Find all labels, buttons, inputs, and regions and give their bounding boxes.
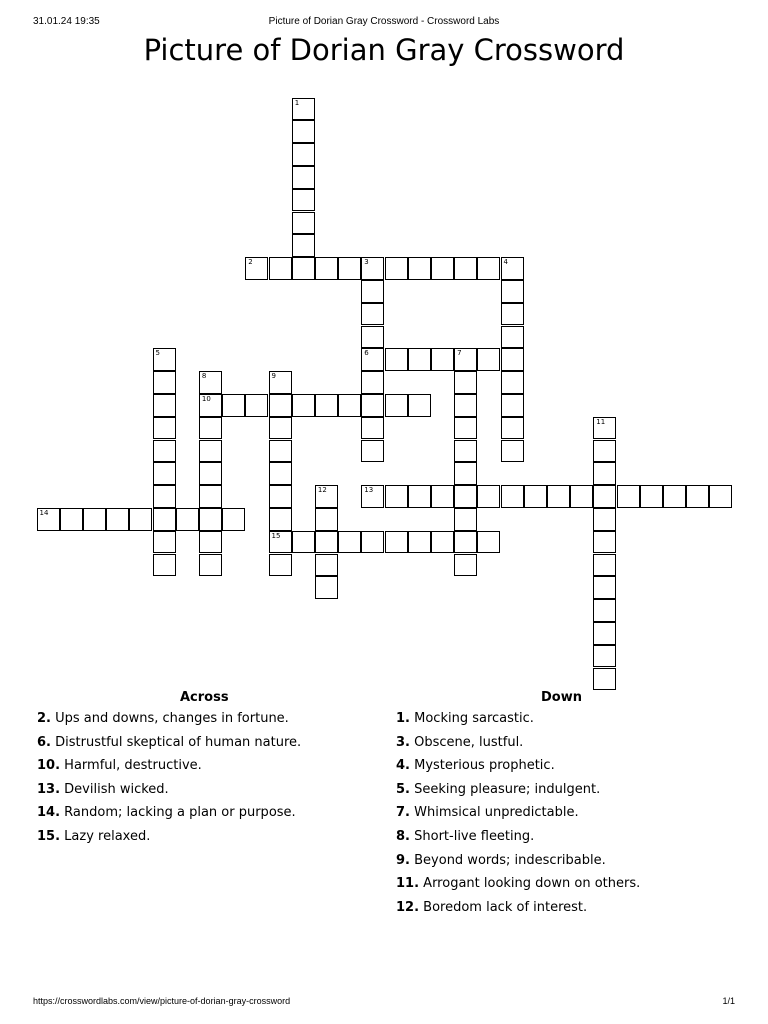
grid-cell[interactable] [385,485,408,508]
clue-number: 13. [37,781,61,797]
grid-cell[interactable] [153,508,176,531]
grid-cell[interactable] [315,257,338,280]
clue-number: 9. [396,852,410,868]
grid-cell[interactable] [408,531,431,554]
grid-cell[interactable] [477,348,500,371]
grid-cell[interactable] [37,508,60,531]
grid-cell[interactable] [501,257,524,280]
clue-text: Seeking pleasure; indulgent. [414,781,601,797]
grid-cell[interactable] [524,485,547,508]
clue-text: Mysterious prophetic. [414,758,555,774]
grid-cell[interactable] [199,394,222,417]
grid-cell[interactable] [501,440,524,463]
grid-cell[interactable] [501,394,524,417]
grid-cell[interactable] [199,371,222,394]
grid-cell[interactable] [338,394,361,417]
clue-number: 4. [396,758,410,774]
grid-cell[interactable] [454,554,477,577]
grid-cell[interactable] [292,120,315,143]
cell-number: 7 [457,349,462,358]
grid-cell[interactable] [269,508,292,531]
grid-cell[interactable] [315,394,338,417]
clue-item [396,875,640,899]
clue-number: 7. [396,805,410,821]
grid-cell[interactable] [709,485,732,508]
grid-cell[interactable] [501,280,524,303]
grid-cell[interactable] [454,394,477,417]
grid-cell[interactable] [361,485,384,508]
grid-cell[interactable] [199,485,222,508]
grid-cell[interactable] [593,576,616,599]
grid-cell[interactable] [269,440,292,463]
grid-cell[interactable] [454,440,477,463]
down-heading: Down [541,690,582,705]
cell-number: 8 [201,372,207,381]
clue-text: Beyond words; indescribable. [414,852,606,868]
grid-cell[interactable] [593,622,616,645]
grid-cell[interactable] [593,417,616,440]
grid-cell[interactable] [477,257,500,280]
grid-cell[interactable] [153,394,176,417]
grid-cell[interactable] [477,531,500,554]
clue-item [396,757,640,781]
grid-cell[interactable] [454,348,477,371]
grid-cell[interactable] [454,417,477,440]
grid-cell[interactable] [617,485,640,508]
grid-cell[interactable] [501,417,524,440]
grid-cell[interactable] [385,257,408,280]
cell-number: 1 [294,98,300,107]
clue-number: 2. [37,711,51,726]
clue-item [37,734,301,758]
grid-cell[interactable] [361,326,384,349]
grid-cell[interactable] [292,531,315,554]
grid-cell[interactable] [593,668,616,691]
grid-cell[interactable] [385,531,408,554]
grid-cell[interactable] [269,417,292,440]
clue-text: Obscene, lustful. [414,734,524,750]
clue-text: Distrustful skeptical of human nature. [55,734,302,750]
grid-cell[interactable] [153,417,176,440]
grid-cell[interactable] [686,485,709,508]
clue-text: Devilish wicked. [64,781,169,797]
grid-cell[interactable] [385,394,408,417]
cell-number: 14 [39,508,49,517]
grid-cell[interactable] [547,485,570,508]
grid-cell[interactable] [315,508,338,531]
grid-cell[interactable] [60,508,83,531]
grid-cell[interactable] [153,440,176,463]
grid-cell[interactable] [408,485,431,508]
grid-cell[interactable] [292,98,315,121]
clue-text: Harmful, destructive. [64,758,202,774]
grid-cell[interactable] [361,371,384,394]
grid-cell[interactable] [593,462,616,485]
grid-cell[interactable] [385,348,408,371]
grid-cell[interactable] [454,257,477,280]
grid-cell[interactable] [454,531,477,554]
grid-cell[interactable] [153,485,176,508]
clue-number: 12. [396,899,420,915]
grid-cell[interactable] [315,485,338,508]
across-clue-list [37,710,301,852]
clue-item [396,852,640,876]
cell-number: 4 [503,258,508,267]
grid-cell[interactable] [199,508,222,531]
grid-cell[interactable] [501,371,524,394]
grid-cell[interactable] [593,645,616,668]
grid-cell[interactable] [315,531,338,554]
grid-cell[interactable] [361,348,384,371]
grid-cell[interactable] [593,599,616,622]
clue-item [396,899,640,923]
grid-cell[interactable] [361,257,384,280]
clue-item [37,804,301,828]
clue-number: 14. [37,805,61,821]
grid-cell[interactable] [477,485,500,508]
grid-cell[interactable] [501,326,524,349]
clue-text: Mocking sarcastic. [414,711,534,726]
grid-cell[interactable] [361,417,384,440]
grid-cell[interactable] [315,576,338,599]
across-heading: Across [180,690,229,705]
clue-item [396,781,640,805]
grid-cell[interactable] [361,303,384,326]
grid-cell[interactable] [292,234,315,257]
cell-number: 13 [364,486,374,495]
grid-cell[interactable] [408,348,431,371]
grid-cell[interactable] [222,508,245,531]
grid-cell[interactable] [501,303,524,326]
grid-cell[interactable] [454,508,477,531]
clue-text: Arrogant looking down on others. [423,876,641,892]
cell-number: 15 [271,531,281,540]
grid-cell[interactable] [361,280,384,303]
grid-cell[interactable] [338,531,361,554]
grid-cell[interactable] [431,485,454,508]
grid-cell[interactable] [640,485,663,508]
grid-cell[interactable] [454,371,477,394]
clue-number: 15. [37,828,61,844]
grid-cell[interactable] [222,394,245,417]
grid-cell[interactable] [292,189,315,212]
grid-cell[interactable] [408,394,431,417]
clue-number: 11. [396,876,420,892]
grid-cell[interactable] [269,371,292,394]
grid-cell[interactable] [153,371,176,394]
grid-cell[interactable] [338,257,361,280]
grid-cell[interactable] [199,554,222,577]
grid-cell[interactable] [454,485,477,508]
cell-number: 9 [271,372,276,381]
clue-number: 3. [396,734,410,750]
cell-number: 11 [596,417,606,426]
grid-cell[interactable] [361,440,384,463]
grid-cell[interactable] [269,531,292,554]
clue-text: Boredom lack of interest. [423,899,588,915]
grid-cell[interactable] [292,257,315,280]
grid-cell[interactable] [593,554,616,577]
grid-cell[interactable] [129,508,152,531]
grid-cell[interactable] [570,485,593,508]
grid-cell[interactable] [269,485,292,508]
clue-item [37,757,301,781]
grid-cell[interactable] [361,394,384,417]
grid-cell[interactable] [269,462,292,485]
grid-cell[interactable] [153,554,176,577]
grid-cell[interactable] [199,440,222,463]
grid-cell[interactable] [292,166,315,189]
grid-cell[interactable] [431,348,454,371]
clue-item [396,734,640,758]
grid-cell[interactable] [292,394,315,417]
clue-item [37,710,301,734]
clue-number: 5. [396,781,410,797]
page-number: 1/1 [722,996,735,1006]
grid-cell[interactable] [431,257,454,280]
page-title: Picture of Dorian Gray Crossword [143,33,625,67]
grid-cell[interactable] [454,462,477,485]
grid-cell[interactable] [593,508,616,531]
grid-cell[interactable] [593,440,616,463]
grid-cell[interactable] [199,417,222,440]
grid-cell[interactable] [153,348,176,371]
clue-item [37,781,301,805]
cell-number: 5 [155,349,160,358]
grid-cell[interactable] [245,394,268,417]
grid-cell[interactable] [663,485,686,508]
clue-text: Lazy relaxed. [64,828,151,844]
grid-cell[interactable] [593,485,616,508]
cell-number: 6 [364,349,369,358]
clue-number: 1. [396,711,410,726]
clue-number: 6. [37,734,51,750]
cell-number: 3 [364,258,369,267]
cell-number: 2 [248,258,253,267]
grid-cell[interactable] [408,257,431,280]
clue-number: 10. [37,758,61,774]
clue-item [396,804,640,828]
grid-cell[interactable] [269,394,292,417]
grid-cell[interactable] [269,257,292,280]
clue-text: Ups and downs, changes in fortune. [55,711,289,726]
grid-cell[interactable] [431,531,454,554]
clue-number: 8. [396,828,410,844]
grid-cell[interactable] [501,348,524,371]
print-datetime: 31.01.24 19:35 [33,16,100,27]
grid-cell[interactable] [83,508,106,531]
grid-cell[interactable] [315,554,338,577]
print-page-title: Picture of Dorian Gray Crossword - Crossword Labs [268,16,500,27]
grid-cell[interactable] [153,531,176,554]
grid-cell[interactable] [361,531,384,554]
grid-cell[interactable] [292,143,315,166]
down-clue-list [396,710,640,922]
cell-number: 12 [317,486,327,495]
clue-text: Whimsical unpredictable. [414,805,579,821]
grid-cell[interactable] [199,531,222,554]
grid-cell[interactable] [501,485,524,508]
clue-text: Short-live fleeting. [414,828,535,844]
grid-cell[interactable] [176,508,199,531]
grid-cell[interactable] [269,554,292,577]
footer-url: https://crosswordlabs.com/view/picture-of-dorian-gray-crossword [33,996,291,1006]
clue-text: Random; lacking a plan or purpose. [64,805,296,821]
grid-cell[interactable] [153,462,176,485]
grid-cell[interactable] [245,257,268,280]
cell-number: 10 [201,394,211,403]
grid-cell[interactable] [199,462,222,485]
grid-cell[interactable] [593,531,616,554]
clue-item [37,828,301,852]
grid-cell[interactable] [106,508,129,531]
clue-item [396,828,640,852]
grid-cell[interactable] [292,212,315,235]
clue-item [396,710,640,734]
